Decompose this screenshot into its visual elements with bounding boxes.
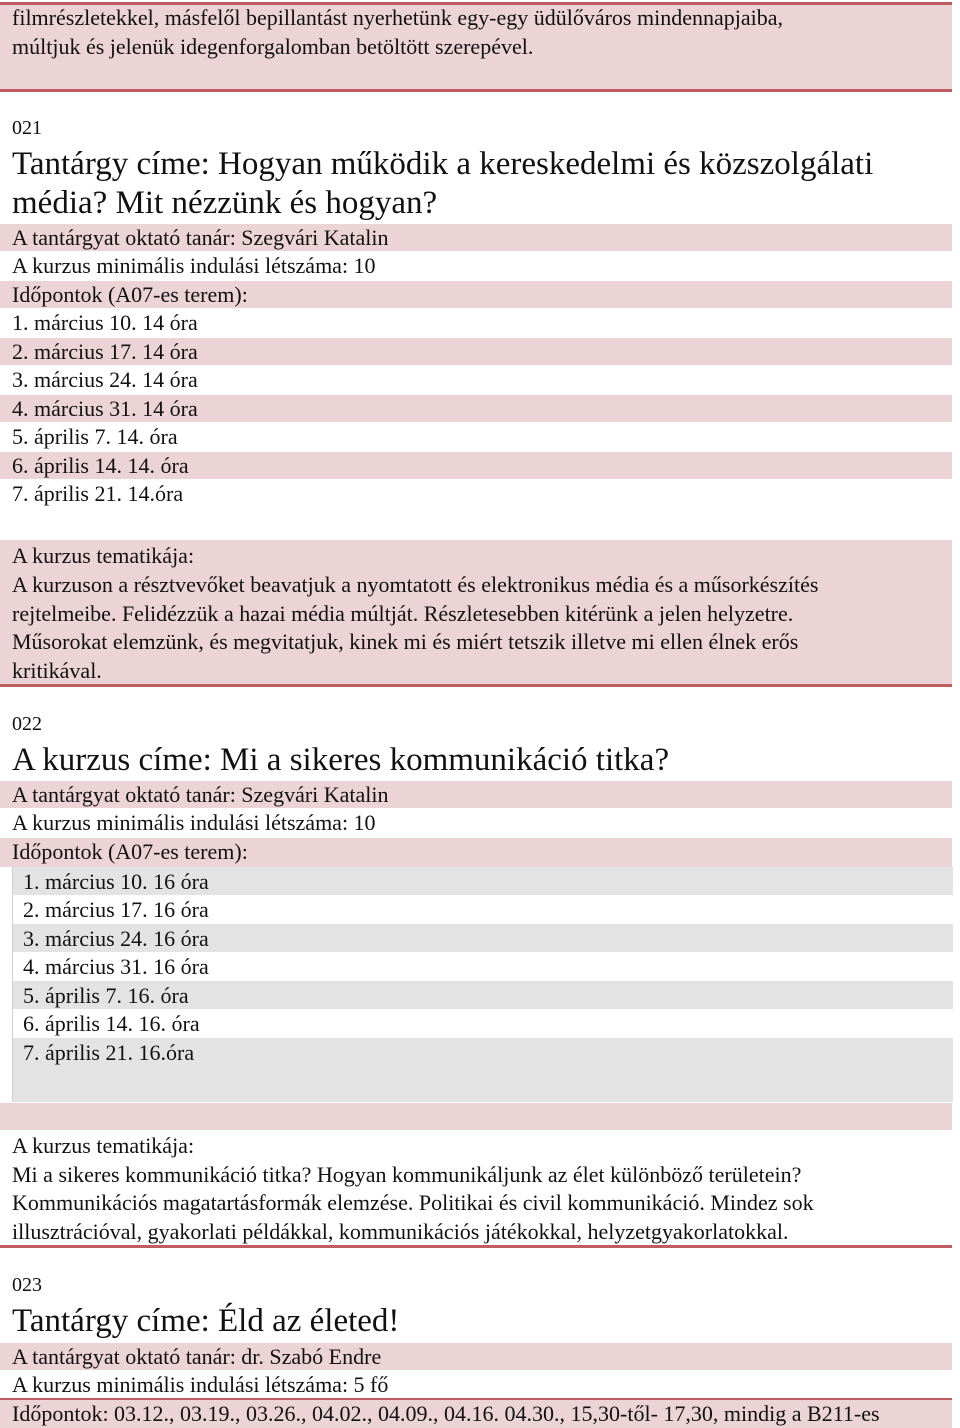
theme-line: A kurzuson a résztvevőket beavatjuk a nyomtatott és elektronikus média és a műsorkészítés — [12, 572, 819, 597]
times-label: Időpontok (A07-es terem): — [12, 282, 248, 307]
course-code: 021 — [12, 117, 42, 139]
date-row: 6. április 14. 16. óra — [23, 1011, 200, 1036]
date-row: 3. március 24. 14 óra — [12, 367, 198, 392]
teacher: A tantárgyat oktató tanár: Szegvári Katalin — [12, 225, 389, 250]
row-band — [0, 1103, 952, 1130]
theme-line: Mi a sikeres kommunikáció titka? Hogyan kommunikáljunk az élet különböző területein? — [12, 1162, 802, 1187]
date-row: 7. április 21. 16.óra — [23, 1040, 195, 1065]
date-row: 4. március 31. 14 óra — [12, 396, 198, 421]
min-count: A kurzus minimális indulási létszáma: 10 — [12, 810, 376, 835]
theme-label: A kurzus tematikája: — [12, 543, 195, 568]
course-title: Tantárgy címe: Éld az életed! — [12, 1303, 400, 1339]
times-line: Időpontok: 03.12., 03.19., 03.26., 04.02., 04.09., 04.16. 04.30., 15,30-től- 17,30, mindig a B211-es — [12, 1401, 880, 1426]
theme-line: kritikával. — [12, 658, 102, 683]
min-count: A kurzus minimális indulási létszáma: 10 — [12, 253, 376, 278]
theme-label: A kurzus tematikája: — [12, 1133, 195, 1158]
date-row: 2. március 17. 16 óra — [23, 897, 209, 922]
theme-line: Műsorokat elemzünk, és megvitatjuk, kinek mi és miért tetszik illetve mi ellen élnek erős — [12, 629, 799, 654]
date-row: 3. március 24. 16 óra — [23, 926, 209, 951]
date-row: 1. március 10. 16 óra — [23, 869, 209, 894]
theme-line: Kommunikációs magatartásformák elemzése. Politikai és civil kommunikáció. Mindez sok — [12, 1190, 814, 1215]
date-row: 4. március 31. 16 óra — [23, 954, 209, 979]
intro-line-2: múltjuk és jelenük idegenforgalomban betöltött szerepével. — [12, 34, 534, 59]
date-row: 6. április 14. 14. óra — [12, 453, 189, 478]
times-label: Időpontok (A07-es terem): — [12, 839, 248, 864]
teacher: A tantárgyat oktató tanár: Szegvári Katalin — [12, 782, 389, 807]
course-code: 023 — [12, 1274, 42, 1296]
theme-line: rejtelmeibe. Felidézzük a hazai média múltját. Részletesebben kitérünk a jelen helyzetre. — [12, 601, 794, 626]
course-title: A kurzus címe: Mi a sikeres kommunikáció titka? — [12, 742, 670, 778]
section-rule — [0, 1245, 952, 1248]
theme-line: illusztrációval, gyakorlati példákkal, kommunikációs játékokkal, helyzetgyakorlatokkal. — [12, 1219, 789, 1244]
min-count: A kurzus minimális indulási létszáma: 5 fő — [12, 1372, 389, 1397]
course-title: média? Mit nézzünk és hogyan? — [12, 185, 438, 221]
course-title: Tantárgy címe: Hogyan működik a kereskedelmi és közszolgálati — [12, 146, 874, 182]
intro-line-1: filmrészletekkel, másfelől bepillantást nyerhetünk egy-egy üdülőváros mindennapjaiba, — [12, 5, 783, 30]
date-row: 5. április 7. 16. óra — [23, 983, 189, 1008]
section-rule — [0, 1398, 952, 1400]
date-row: 1. március 10. 14 óra — [12, 310, 198, 335]
section-rule — [0, 684, 952, 687]
date-row: 7. április 21. 14.óra — [12, 481, 184, 506]
section-rule — [0, 89, 952, 92]
teacher: A tantárgyat oktató tanár: dr. Szabó Endre — [12, 1344, 382, 1369]
course-code: 022 — [12, 713, 42, 735]
date-row: 2. március 17. 14 óra — [12, 339, 198, 364]
date-row: 5. április 7. 14. óra — [12, 424, 178, 449]
